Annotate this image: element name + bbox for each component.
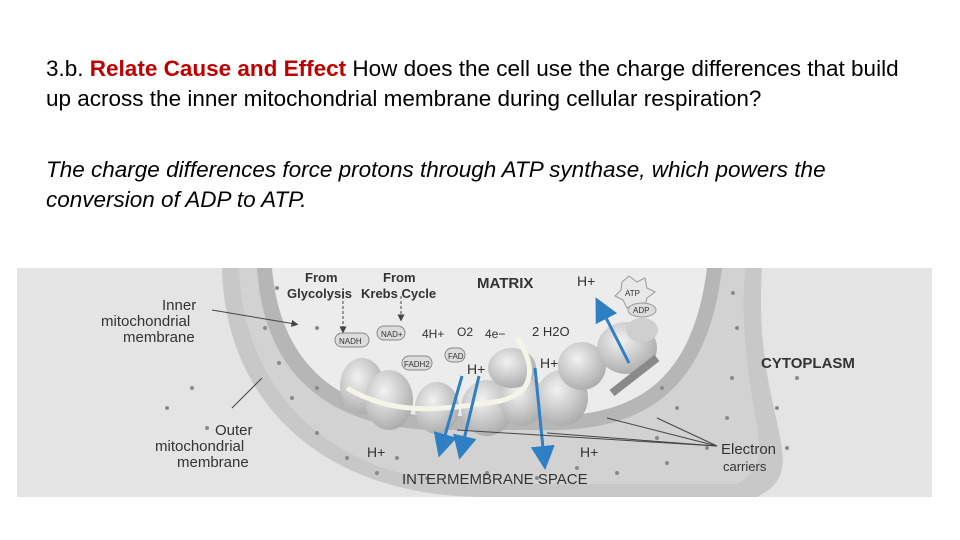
four-h-plus-label: 4H+ [422, 327, 445, 341]
matrix-label: MATRIX [477, 275, 534, 292]
h-plus-label-1: H+ [467, 361, 486, 377]
question-heading: Relate Cause and Effect [89, 56, 347, 81]
nad-plus-label: NAD+ [381, 330, 403, 339]
electron-carriers-label-1: Electron [721, 441, 777, 458]
answer-text: The charge differences force protons through ATP synthase, which powers the conversion of ADP to ATP. [46, 157, 826, 212]
atp-label: ATP [625, 289, 640, 298]
intermembrane-space-label: INTERMEMBRANE SPACE [402, 471, 588, 488]
h-plus-label-4: H+ [580, 444, 599, 460]
outer-membrane-label-2: mitochondrial [155, 438, 245, 455]
question-text [46, 54, 916, 114]
cytoplasm-label: CYTOPLASM [761, 355, 855, 372]
question-number: 3.b. [46, 56, 84, 81]
h-plus-matrix: H+ [577, 273, 596, 289]
inner-membrane-label-2: mitochondrial [101, 313, 191, 330]
h-plus-label-2: H+ [540, 355, 559, 371]
outer-membrane-label-3: membrane [177, 454, 249, 471]
mitochondria-diagram [17, 268, 932, 497]
from-glycolysis-label-1: From [305, 270, 338, 285]
two-h2o-label: 2 H2O [532, 324, 570, 339]
fadh2-label: FADH2 [404, 360, 430, 369]
electron-carriers-label-2: carriers [723, 459, 767, 474]
nadh-label: NADH [339, 337, 362, 346]
inner-membrane-label-3: membrane [123, 329, 195, 346]
question-body: How does the cell use the charge differences that build up across the inner mitochondrial membrane during cellular respiration? [46, 56, 899, 111]
four-e-label: 4e− [485, 327, 506, 341]
electron-transport-illustration [17, 268, 932, 497]
from-krebs-label-2: Krebs Cycle [361, 286, 437, 301]
fad-label: FAD [448, 352, 464, 361]
inner-membrane-label-1: Inner [162, 297, 197, 314]
adp-label: ADP [633, 306, 650, 315]
h-plus-label-3: H+ [367, 444, 386, 460]
outer-membrane-label-1: Outer [215, 422, 253, 439]
o2-label: O2 [457, 325, 474, 339]
from-glycolysis-label-2: Glycolysis [287, 286, 353, 301]
from-krebs-label-1: From [383, 270, 416, 285]
